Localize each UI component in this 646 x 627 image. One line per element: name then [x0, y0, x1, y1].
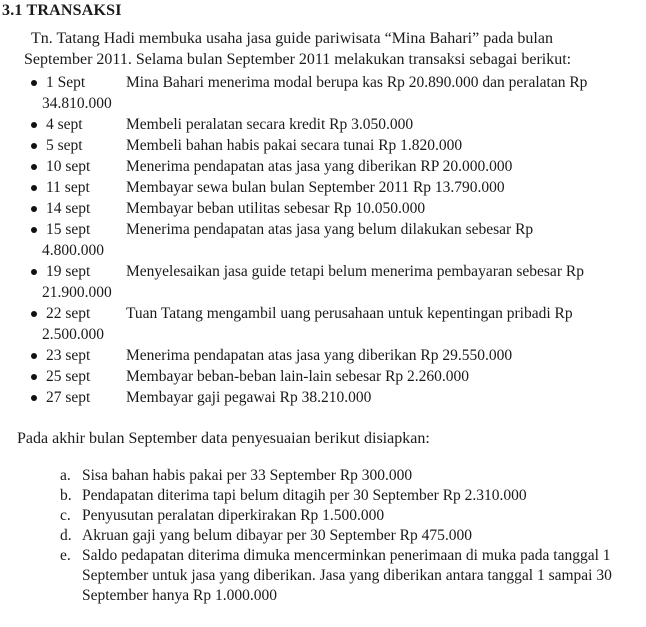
transaction-desc: Membeli bahan habis pakai secara tunai Rp 1.820.000	[126, 137, 463, 154]
transaction-item	[0, 345, 640, 366]
section-heading: 3.1 TRANSAKSI	[2, 2, 122, 19]
transaction-date: 10 sept	[46, 158, 91, 175]
transaction-item	[0, 261, 640, 303]
transaction-date: 15 sept	[46, 221, 91, 238]
bullet-icon	[31, 185, 37, 191]
transaction-desc-cont: 4.800.000	[42, 242, 104, 259]
transaction-item	[0, 366, 640, 387]
transaction-date: 25 sept	[46, 368, 91, 385]
adjustment-text: Akruan gaji yang belum dibayar per 30 September Rp 475.000	[82, 527, 472, 544]
transaction-desc-cont: 2.500.000	[42, 326, 104, 343]
adjustment-item	[60, 486, 640, 506]
transaction-desc-cont: 21.900.000	[42, 284, 112, 301]
transaction-item	[0, 387, 640, 408]
transaction-item	[0, 135, 640, 156]
adjustment-text: Saldo pedapatan diterima dimuka mencerminkan penerimaan di muka pada tanggal 1 September untuk jasa yang diberikan. Jasa yang diberikan antara tanggal 1 sampai 30 September hanya Rp 1.000.000	[82, 547, 612, 604]
transaction-desc: Menyelesaikan jasa guide tetapi belum menerima pembayaran sebesar Rp	[126, 263, 584, 280]
bullet-icon	[31, 80, 37, 86]
adjustment-item	[60, 466, 640, 486]
transaction-desc: Tuan Tatang mengambil uang perusahaan untuk kepentingan pribadi Rp	[126, 305, 573, 322]
transaction-desc: Menerima pendapatan atas jasa yang diberikan Rp 29.550.000	[126, 347, 513, 364]
transaction-desc: Membayar beban-beban lain-lain sebesar Rp 2.260.000	[126, 368, 470, 385]
transaction-desc: Membeli peralatan secara kredit Rp 3.050.000	[126, 116, 414, 133]
transaction-item	[0, 114, 640, 135]
intro-line-1: Tn. Tatang Hadi membuka usaha jasa guide pariwisata “Mina Bahari” pada bulan	[31, 30, 553, 47]
transaction-date: 11 sept	[46, 179, 90, 196]
transaction-list	[0, 72, 640, 408]
bullet-icon	[31, 143, 37, 149]
adjustments-heading: Pada akhir bulan September data penyesuaian berikut disiapkan:	[17, 430, 430, 447]
adjustment-marker: a.	[60, 467, 71, 484]
bullet-icon	[31, 374, 37, 380]
transaction-desc: Menerima pendapatan atas jasa yang belum dilakukan sebesar Rp	[126, 221, 534, 238]
transaction-desc-cont: 34.810.000	[42, 95, 112, 112]
transaction-desc: Menerima pendapatan atas jasa yang diberikan RP 20.000.000	[126, 158, 513, 175]
transaction-item	[0, 303, 640, 345]
adjustment-marker: d.	[60, 527, 72, 544]
adjustment-item	[60, 506, 640, 526]
transaction-date: 27 sept	[46, 389, 91, 406]
bullet-icon	[31, 164, 37, 170]
adjustments-list	[60, 466, 640, 606]
transaction-item	[0, 72, 640, 114]
adjustment-marker: c.	[60, 507, 71, 524]
adjustment-item	[60, 526, 640, 546]
transaction-date: 23 sept	[46, 347, 91, 364]
adjustment-item	[60, 546, 640, 606]
adjustment-text: Pendapatan diterima tapi belum ditagih per 30 September Rp 2.310.000	[82, 487, 527, 504]
transaction-desc: Membayar beban utilitas sebesar Rp 10.050.000	[126, 200, 426, 217]
transaction-item	[0, 177, 640, 198]
bullet-icon	[31, 395, 37, 401]
adjustment-marker: b.	[60, 487, 72, 504]
bullet-icon	[31, 311, 37, 317]
adjustment-marker: e.	[60, 547, 71, 564]
bullet-icon	[31, 122, 37, 128]
transaction-date: 1 Sept	[46, 74, 86, 91]
adjustment-text: Penyusutan peralatan diperkirakan Rp 1.500.000	[82, 507, 385, 524]
intro-line-2: September 2011. Selama bulan September 2011 melakukan transaksi sebagai berikut:	[24, 51, 572, 68]
transaction-date: 22 sept	[46, 305, 91, 322]
bullet-icon	[31, 227, 37, 233]
bullet-icon	[31, 206, 37, 212]
transaction-date: 4 sept	[46, 116, 83, 133]
transaction-item	[0, 219, 640, 261]
transaction-date: 14 sept	[46, 200, 91, 217]
bullet-icon	[31, 353, 37, 359]
bullet-icon	[31, 269, 37, 275]
transaction-desc: Mina Bahari menerima modal berupa kas Rp 20.890.000 dan peralatan Rp	[126, 74, 588, 91]
transaction-date: 5 sept	[46, 137, 83, 154]
transaction-item	[0, 156, 640, 177]
transaction-desc: Membayar sewa bulan bulan September 2011 Rp 13.790.000	[126, 179, 505, 196]
intro-paragraph	[24, 28, 624, 70]
transaction-desc: Membayar gaji pegawai Rp 38.210.000	[126, 389, 372, 406]
adjustment-text: Sisa bahan habis pakai per 33 September Rp 300.000	[82, 467, 413, 484]
transaction-date: 19 sept	[46, 263, 91, 280]
transaction-item	[0, 198, 640, 219]
